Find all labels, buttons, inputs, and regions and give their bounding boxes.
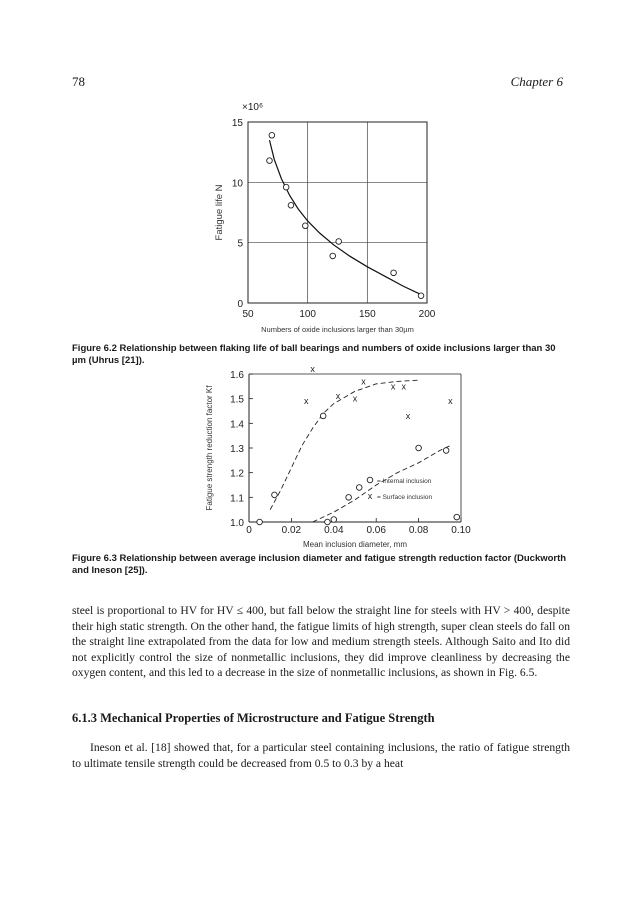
figure-6-3-chart: [0, 360, 641, 550]
chapter-label: Chapter 6: [510, 74, 563, 89]
fig2-x-axis-label: Mean inclusion diameter, mm: [302, 540, 408, 549]
fig1-data-point: [336, 239, 342, 245]
fig2-data-point-surface: x: [335, 391, 341, 402]
section-heading: 6.1.3 Mechanical Properties of Microstructure and Fatigue Strength: [72, 711, 435, 725]
fig2-y-tick-label: 1.5: [230, 394, 244, 406]
fig2-data-point-internal: [320, 413, 326, 419]
fig1-data-point: [288, 202, 294, 208]
fig2-y-tick-label: 1.0: [230, 518, 244, 529]
fig2-legend-marker: [367, 477, 373, 483]
figure-6-2-chart: [0, 98, 641, 338]
fig2-data-point-internal: [454, 514, 460, 520]
figure-6-3-caption: Figure 6.3 Relationship between average inclusion diameter and fatigue strength reduction factor (Duckworth and Ineson [25]).: [72, 553, 567, 576]
fig2-data-point-surface: x: [361, 376, 366, 387]
fig1-data-point: [269, 132, 275, 138]
fig2-data-point-surface: x: [405, 410, 411, 421]
fig2-legend-marker: x: [367, 491, 373, 501]
fig1-x-axis-label: Numbers of oxide inclusions larger than 30µm: [261, 325, 414, 334]
fig2-y-tick-label: 1.6: [230, 370, 244, 381]
fig2-data-point-surface: x: [390, 381, 396, 392]
fig1-trend-curve: [269, 140, 421, 294]
fig2-x-tick-label: 0.02: [281, 525, 302, 536]
fig1-x-tick-label: 50: [242, 309, 254, 320]
fig1-x-tick-label: 100: [299, 309, 317, 320]
fig1-y-axis-label: Fatigue life N: [214, 184, 225, 241]
fig2-data-point-internal: [346, 495, 352, 501]
fig2-data-point-surface: x: [303, 396, 309, 407]
fig1-data-point: [302, 223, 308, 229]
fig2-data-point-surface: x: [352, 393, 358, 404]
fig2-data-point-internal: [325, 519, 331, 525]
fig1-data-point: [418, 293, 424, 299]
fig1-y-tick-label: 5: [237, 238, 243, 250]
fig1-x-tick-label: 200: [418, 309, 436, 320]
fig2-x-tick-label: 0.04: [324, 525, 344, 536]
fig2-y-tick-label: 1.2: [230, 468, 244, 480]
fig1-y-tick-label: 15: [231, 118, 243, 129]
fig2-x-tick-label: 0: [246, 525, 252, 536]
fig1-data-point: [267, 158, 273, 164]
fig2-data-point-surface: x: [448, 396, 453, 407]
fig2-y-tick-label: 1.3: [230, 444, 244, 455]
fig2-data-point-internal: [272, 492, 278, 498]
fig2-data-point-internal: [443, 448, 449, 454]
fig1-x-tick-label: 150: [358, 309, 376, 320]
fig2-data-point-internal: [356, 485, 362, 491]
fig2-x-tick-label: 0.08: [408, 525, 429, 536]
fig2-y-tick-label: 1.1: [230, 493, 244, 505]
body-paragraph-2: Ineson et al. [18] showed that, for a particular steel containing inclusions, the ratio of fatigue strength to ultimate tensile strength could be decreased from 0.5 to 0.3 by a heat: [72, 741, 570, 770]
fig2-x-tick-label: 0.10: [451, 525, 471, 536]
fig2-data-point-internal: [416, 445, 422, 451]
body-paragraph-1: steel is proportional to HV for HV ≤ 400, but fall below the straight line for steels with HV > 400, despite their high static strength. On the other hand, the fatigue limits of high strength, super clean steels do fall on the straight line extrapolated from the data for low and medium strength steels. Although Saito and Ito did not explicitly control the size of nonmetallic inclusions, they did improve cleanliness by decreasing the oxygen content, and this led to a decrease in the size of nonmetallic inclusions, as shown in Fig. 6.5.: [72, 604, 570, 680]
figure-6-2-caption: Figure 6.2 Relationship between flaking life of ball bearings and numbers of oxide inclusions larger than 30 µm (Uhrus [21]).: [72, 343, 556, 366]
fig2-data-point-internal: [331, 517, 337, 523]
fig2-y-tick-label: 1.4: [230, 419, 244, 431]
fig1-multiplier-label: ×10⁶: [242, 102, 264, 113]
fig2-data-point-surface: x: [401, 381, 407, 392]
fig2-legend-label: = Internal inclusion: [377, 478, 432, 485]
fig2-x-tick-label: 0.06: [366, 525, 386, 536]
fig1-y-tick-label: 10: [231, 178, 243, 190]
fig1-data-point: [391, 270, 397, 276]
fig2-data-point-surface: x: [310, 364, 315, 375]
fig2-legend-label: = Surface inclusion: [377, 494, 433, 501]
page-number: 78: [72, 74, 85, 89]
fig2-dashed-curve-upper: [270, 380, 418, 510]
fig2-y-axis-label: Fatigue strength reduction factor Kf: [205, 385, 214, 511]
fig1-plot-frame: [248, 122, 427, 303]
fig2-data-point-internal: [257, 519, 263, 525]
fig1-data-point: [330, 253, 336, 259]
fig1-y-tick-label: 0: [237, 299, 243, 310]
fig1-data-point: [283, 184, 289, 190]
